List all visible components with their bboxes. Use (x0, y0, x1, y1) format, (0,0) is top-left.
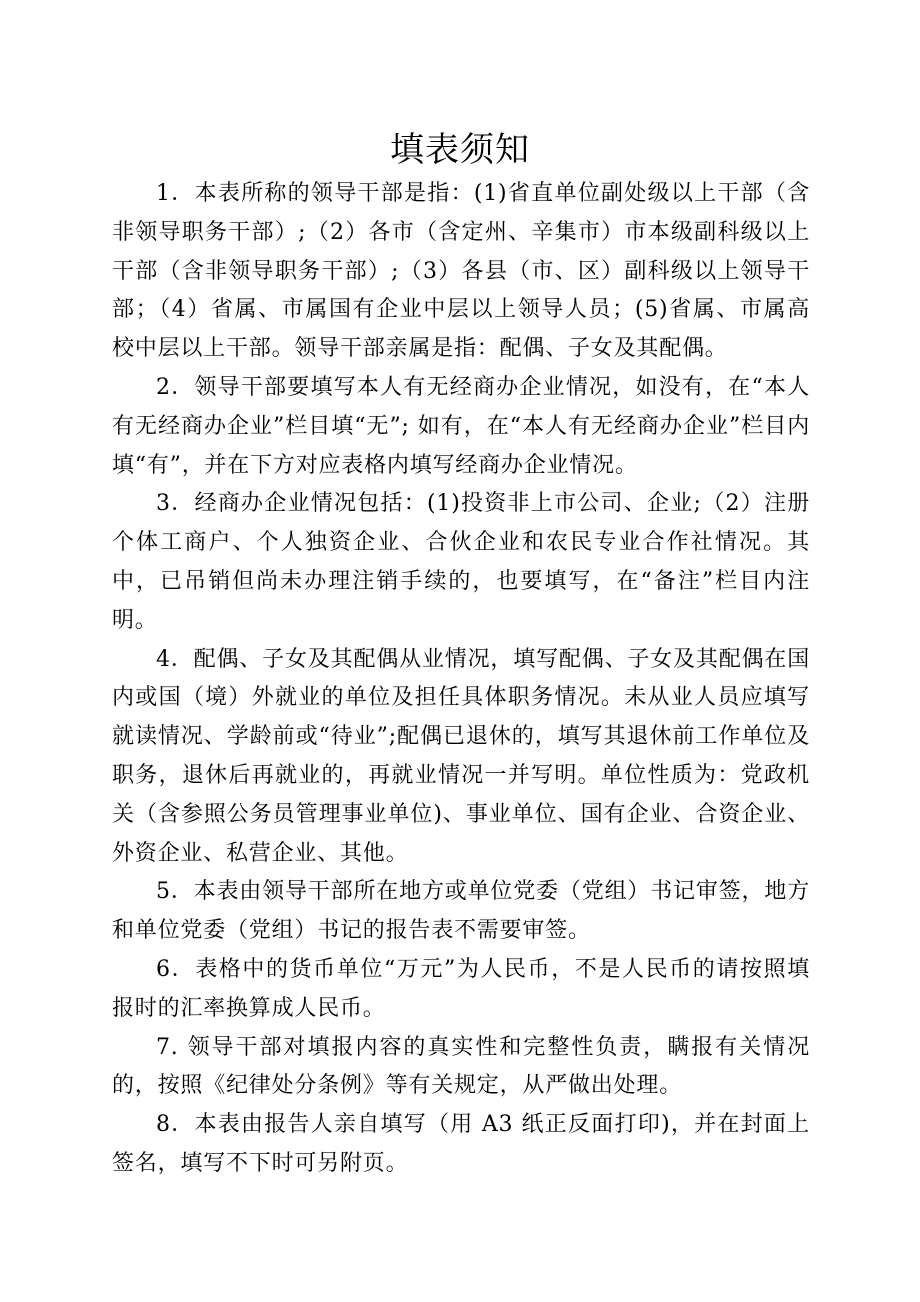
instruction-item-3: 3．经商办企业情况包括：(1)投资非上市公司、企业;（2）注册个体工商户、个人独资企业、合伙企业和农民专业合作社情况。其中，已吊销但尚未办理注销手续的，也要填写，在“备注”栏目内注明。 (112, 491, 810, 633)
instruction-item-4: 4．配偶、子女及其配偶从业情况，填写配偶、子女及其配偶在国内或国（境）外就业的单位及担任具体职务情况。未从业人员应填写就读情况、学龄前或“待业”;配偶已退休的，填写其退休前工作单位及职务，退休后再就业的，再就业情况一并写明。单位性质为：党政机关（含参照公务员管理事业单位)、事业单位、国有企业、合资企业、外资企业、私营企业、其他。 (112, 646, 810, 866)
instruction-item-7: 7. 领导干部对填报内容的真实性和完整性负责，瞒报有关情况的，按照《纪律处分条例》等有关规定，从严做出处理。 (112, 1034, 810, 1099)
instruction-item-8: 8．本表由报告人亲自填写（用 A3 纸正反面打印)，并在封面上签名，填写不下时可另附页。 (112, 1112, 810, 1176)
document-title: 填表须知 (390, 130, 530, 170)
instructions-body (112, 175, 810, 1184)
instruction-item-6: 6．表格中的货币单位“万元”为人民币，不是人民币的请按照填报时的汇率换算成人民币。 (112, 956, 810, 1021)
instruction-item-2: 2．领导干部要填写本人有无经商办企业情况，如没有，在“本人有无经商办企业”栏目填“无”; 如有，在“本人有无经商办企业”栏目内填“有”，并在下方对应表格内填写经商办企业情况。 (112, 374, 810, 478)
instruction-item-5: 5．本表由领导干部所在地方或单位党委（党组）书记审签，地方和单位党委（党组）书记的报告表不需要审签。 (112, 879, 810, 944)
instruction-item-1: 1．本表所称的领导干部是指：(1)省直单位副处级以上干部（含非领导职务干部）;（2）各市（含定州、辛集市）市本级副科级以上干部（含非领导职务干部）;（3）各县（市、区）副科级以上领导干部；（4）省属、市属国有企业中层以上领导人员；(5)省属、市属高校中层以上干部。领导干部亲属是指：配偶、子女及其配偶。 (112, 181, 810, 362)
